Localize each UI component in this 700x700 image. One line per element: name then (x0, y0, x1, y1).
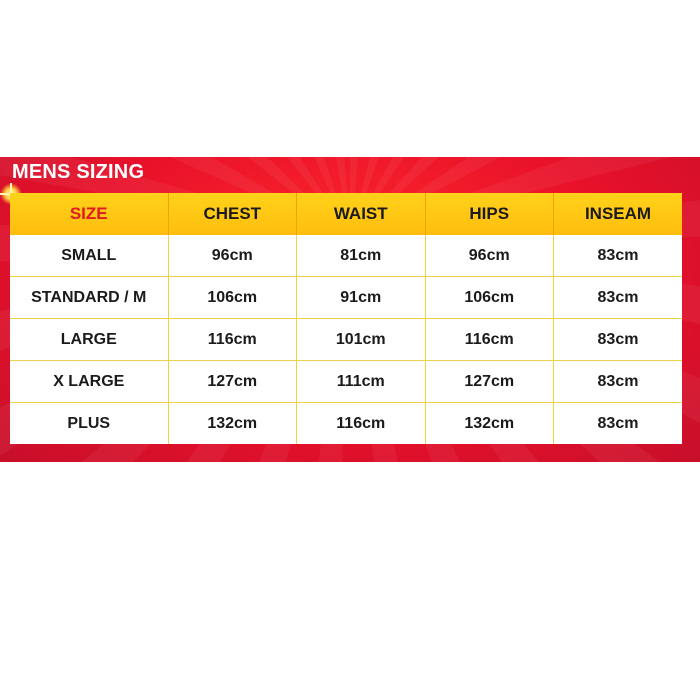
size-label: STANDARD / M (10, 277, 168, 319)
header-waist: WAIST (297, 193, 426, 235)
size-label: PLUS (10, 403, 168, 445)
table-header-row (10, 193, 682, 235)
waist-value: 111cm (297, 361, 426, 403)
table-row (10, 235, 682, 277)
inseam-value: 83cm (554, 403, 683, 445)
chest-value: 116cm (168, 319, 297, 361)
table-row (10, 319, 682, 361)
hips-value: 127cm (425, 361, 554, 403)
inseam-value: 83cm (554, 361, 683, 403)
header-chest: CHEST (168, 193, 297, 235)
table-row (10, 361, 682, 403)
chest-value: 106cm (168, 277, 297, 319)
panel-title: MENS SIZING (12, 161, 145, 183)
inseam-value: 83cm (554, 319, 683, 361)
header-size: SIZE (10, 193, 168, 235)
chest-value: 96cm (168, 235, 297, 277)
size-label: LARGE (10, 319, 168, 361)
waist-value: 81cm (297, 235, 426, 277)
mens-sizing-panel (0, 157, 700, 462)
header-hips: HIPS (425, 193, 554, 235)
header-inseam: INSEAM (554, 193, 683, 235)
chest-value: 127cm (168, 361, 297, 403)
hips-value: 106cm (425, 277, 554, 319)
chest-value: 132cm (168, 403, 297, 445)
hips-value: 116cm (425, 319, 554, 361)
waist-value: 116cm (297, 403, 426, 445)
size-label: SMALL (10, 235, 168, 277)
waist-value: 101cm (297, 319, 426, 361)
size-chart-table (10, 193, 682, 444)
inseam-value: 83cm (554, 235, 683, 277)
table-row (10, 403, 682, 445)
inseam-value: 83cm (554, 277, 683, 319)
waist-value: 91cm (297, 277, 426, 319)
table-row (10, 277, 682, 319)
hips-value: 132cm (425, 403, 554, 445)
hips-value: 96cm (425, 235, 554, 277)
size-label: X LARGE (10, 361, 168, 403)
